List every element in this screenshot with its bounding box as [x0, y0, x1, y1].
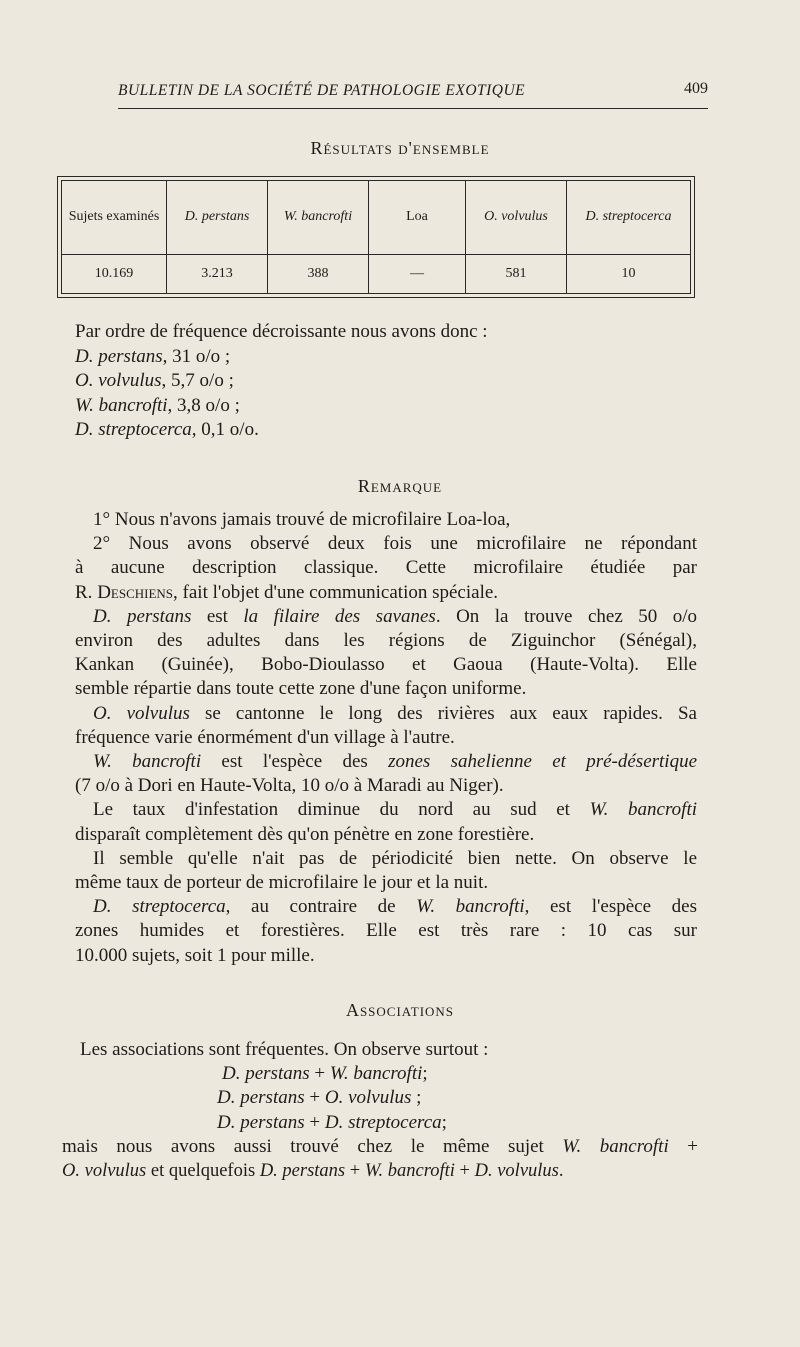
remarque-p5-l2: (7 o/o à Dori en Haute-Volta, 10 o/o à Maradi au Niger). [75, 775, 504, 797]
table-header-row [62, 181, 690, 254]
list-item: D. perstans + W. bancrofti; [222, 1063, 428, 1085]
list-item: O. volvulus, 5,7 o/o ; [75, 370, 234, 391]
list-item: D. perstans, 31 o/o ; [75, 345, 231, 367]
cell-perstans: 3.213 [167, 254, 268, 293]
remarque-p4-l2: fréquence varie énormément d'un village à l'autre. [75, 726, 455, 748]
remarque-p7-l1: Il semble qu'elle n'ait pas de périodicité bien nette. On observe le [93, 847, 697, 869]
frequency-list [75, 320, 488, 443]
remarque-p6-l1: Le taux d'infestation diminue du nord au sud et W. bancrofti [93, 799, 698, 821]
remarque-p4-l1: O. volvulus se cantonne le long des rivières aux eaux rapides. Sa [93, 702, 697, 724]
remarque-p3-l1: D. perstans est la filaire des savanes. On la trouve chez 50 o/o [93, 605, 697, 627]
cell-streptocerca: 10 [567, 254, 691, 293]
remarque-p8-l2: zones humides et forestières. Elle est très rare : 10 cas sur [75, 920, 697, 942]
col-bancrofti: W. bancrofti [268, 181, 369, 254]
cell-subjects: 10.169 [94, 265, 134, 281]
associations-last-l1: mais nous avons aussi trouvé chez le même sujet W. bancrofti + [62, 1135, 698, 1157]
remarque-p2-l1: 2° Nous avons observé deux fois une microfilaire ne répondant [93, 533, 697, 555]
journal-title: BULLETIN DE LA SOCIÉTÉ DE PATHOLOGIE EXOTIQUE [118, 82, 526, 99]
cell-bancrofti: 388 [268, 254, 369, 293]
author-name: Deschiens [97, 581, 174, 603]
list-item: D. perstans + O. volvulus ; [217, 1087, 422, 1109]
remarque-p5-l1: W. bancrofti est l'espèce des zones sahelienne et pré-désertique [93, 751, 698, 773]
list-item: D. streptocerca, 0,1 o/o. [75, 419, 259, 440]
frequency-intro: Par ordre de fréquence décroissante nous avons donc : [75, 321, 488, 342]
running-header [118, 80, 708, 109]
remarque-p7-l2: même taux de porteur de microfilaire le jour et la nuit. [75, 872, 489, 894]
remarque-p2-l3: R. Deschiens, fait l'objet d'une communication spéciale. [75, 581, 499, 603]
results-heading: Résultats d'ensemble [310, 138, 490, 158]
col-volvulus: O. volvulus [466, 181, 567, 254]
associations-intro: Les associations sont fréquentes. On observe surtout : [80, 1039, 489, 1060]
col-streptocerca: D. streptocerca [567, 181, 691, 254]
col-subjects: Sujets examinés [62, 181, 167, 254]
col-loa: Loa [369, 181, 466, 254]
remarque-heading: Remarque [357, 476, 443, 496]
remarque-body [75, 508, 697, 968]
page-number: 409 [684, 80, 708, 97]
cell-loa: — [369, 254, 466, 293]
list-item: W. bancrofti, 3,8 o/o ; [75, 394, 240, 416]
remarque-p3-l3: Kankan (Guinée), Bobo-Dioulasso et Gaoua (Haute-Volta). Elle [75, 654, 697, 676]
list-item: D. perstans + D. streptocerca; [217, 1111, 447, 1133]
col-perstans: D. perstans [167, 181, 268, 254]
associations-heading: Associations [345, 1000, 455, 1020]
associations-last-l2: O. volvulus et quelquefois D. perstans + W. bancrofti + D. volvulus. [62, 1161, 564, 1182]
remarque-p8-l1: D. streptocerca, au contraire de W. bancrofti, est l'espèce des [93, 896, 697, 918]
remarque-p6-l2: disparaît complètement dès qu'on pénètre en zone forestière. [75, 823, 535, 845]
remarque-p1: 1° Nous n'avons jamais trouvé de microfilaire Loa-loa, [93, 509, 511, 530]
remarque-p2-l2: à aucune description classique. Cette microfilaire étudiée par [75, 557, 697, 579]
remarque-p8-l3: 10.000 sujets, soit 1 pour mille. [75, 944, 315, 966]
cell-volvulus: 581 [466, 254, 567, 293]
results-table [57, 176, 695, 298]
remarque-p3-l2: environ des adultes dans les régions de Ziguinchor (Sénégal), [75, 630, 697, 652]
table-row [62, 254, 690, 293]
remarque-p3-l4: semble répartie dans toute cette zone d'une façon uniforme. [75, 678, 527, 700]
associations-body [62, 1038, 698, 1183]
